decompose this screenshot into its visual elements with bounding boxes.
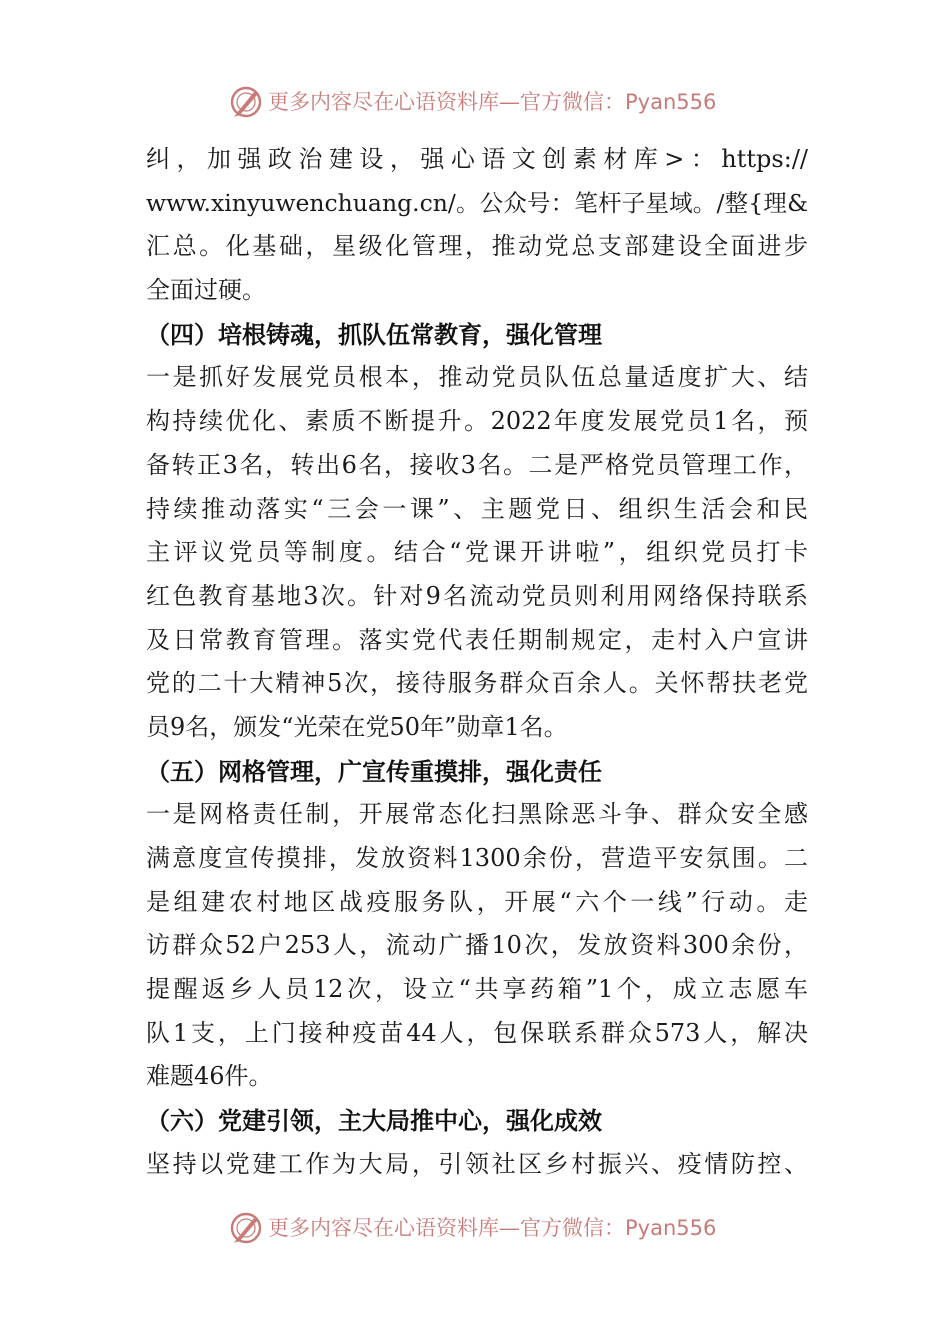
section-heading: （四）培根铸魂，抓队伍常教育，强化管理 (146, 319, 602, 349)
text-line: 持续推动落实“三会一课”、主题党日、组织生活会和民 (146, 494, 808, 523)
text-line: 访群众52户253人，流动广播10次，发放资料300余份， (146, 931, 808, 960)
text-line: 汇总。化基础，星级化管理，推动党总支部建设全面进步 (146, 232, 808, 261)
watermark-header (0, 82, 950, 122)
text-line: 一是抓好发展党员根本，推动党员队伍总量适度扩大、结 (146, 363, 808, 392)
text-line: 备转正3名，转出6名，接收3名。二是严格党员管理工作， (146, 450, 808, 479)
text-line: 是组建农村地区战疫服务队，开展“六个一线”行动。走 (146, 887, 808, 916)
text-line: 提醒返乡人员12次，设立“共享药箱”1个，成立志愿车 (146, 975, 808, 1004)
text-line: 党的二十大精神5次，接待服务群众百余人。关怀帮扶老党 (146, 669, 808, 698)
watermark-brand: Pyan556 (625, 1216, 717, 1240)
text-line: 纠，加强政治建设，强心语文创素材库>：https:// (146, 145, 808, 173)
pen-circle-logo-icon (228, 1210, 264, 1246)
text-line: 队1支，上门接种疫苗44人，包保联系群众573人，解决 (146, 1018, 808, 1047)
text-line: 一是网格责任制，开展常态化扫黑除恶斗争、群众安全感 (146, 800, 808, 829)
text-line: www.xinyuwenchuang.cn/。公众号：笔杆子星域。/整{理& (146, 188, 808, 217)
text-line: 满意度宣传摸排，发放资料1300余份，营造平安氛围。二 (146, 844, 808, 872)
text-line: 及日常教育管理。落实党代表任期制规定，走村入户宣讲 (146, 625, 808, 654)
document-body (146, 138, 808, 1187)
watermark-brand: Pyan556 (625, 90, 717, 114)
pen-circle-logo-icon (228, 84, 264, 120)
text-line: 难题46件。 (146, 1062, 273, 1091)
section-heading: （六）党建引领，主大局推中心，强化成效 (146, 1106, 602, 1136)
text-line: 构持续优化、素质不断提升。2022年度发展党员1名，预 (146, 407, 808, 436)
watermark-text: 更多内容尽在心语资料库—官方微信： (268, 90, 625, 114)
text-line: 全面过硬。 (146, 276, 266, 305)
text-line: 主评议党员等制度。结合“党课开讲啦”，组织党员打卡 (146, 538, 808, 567)
text-line: 坚持以党建工作为大局，引领社区乡村振兴、疫情防控、 (146, 1149, 808, 1178)
section-heading: （五）网格管理，广宣传重摸排，强化责任 (146, 756, 602, 786)
watermark-footer (0, 1208, 950, 1248)
text-line: 红色教育基地3次。针对9名流动党员则利用网络保持联系 (146, 581, 808, 610)
watermark-text: 更多内容尽在心语资料库—官方微信： (268, 1216, 625, 1240)
text-line: 员9名，颁发“光荣在党50年”勋章1名。 (146, 712, 568, 741)
